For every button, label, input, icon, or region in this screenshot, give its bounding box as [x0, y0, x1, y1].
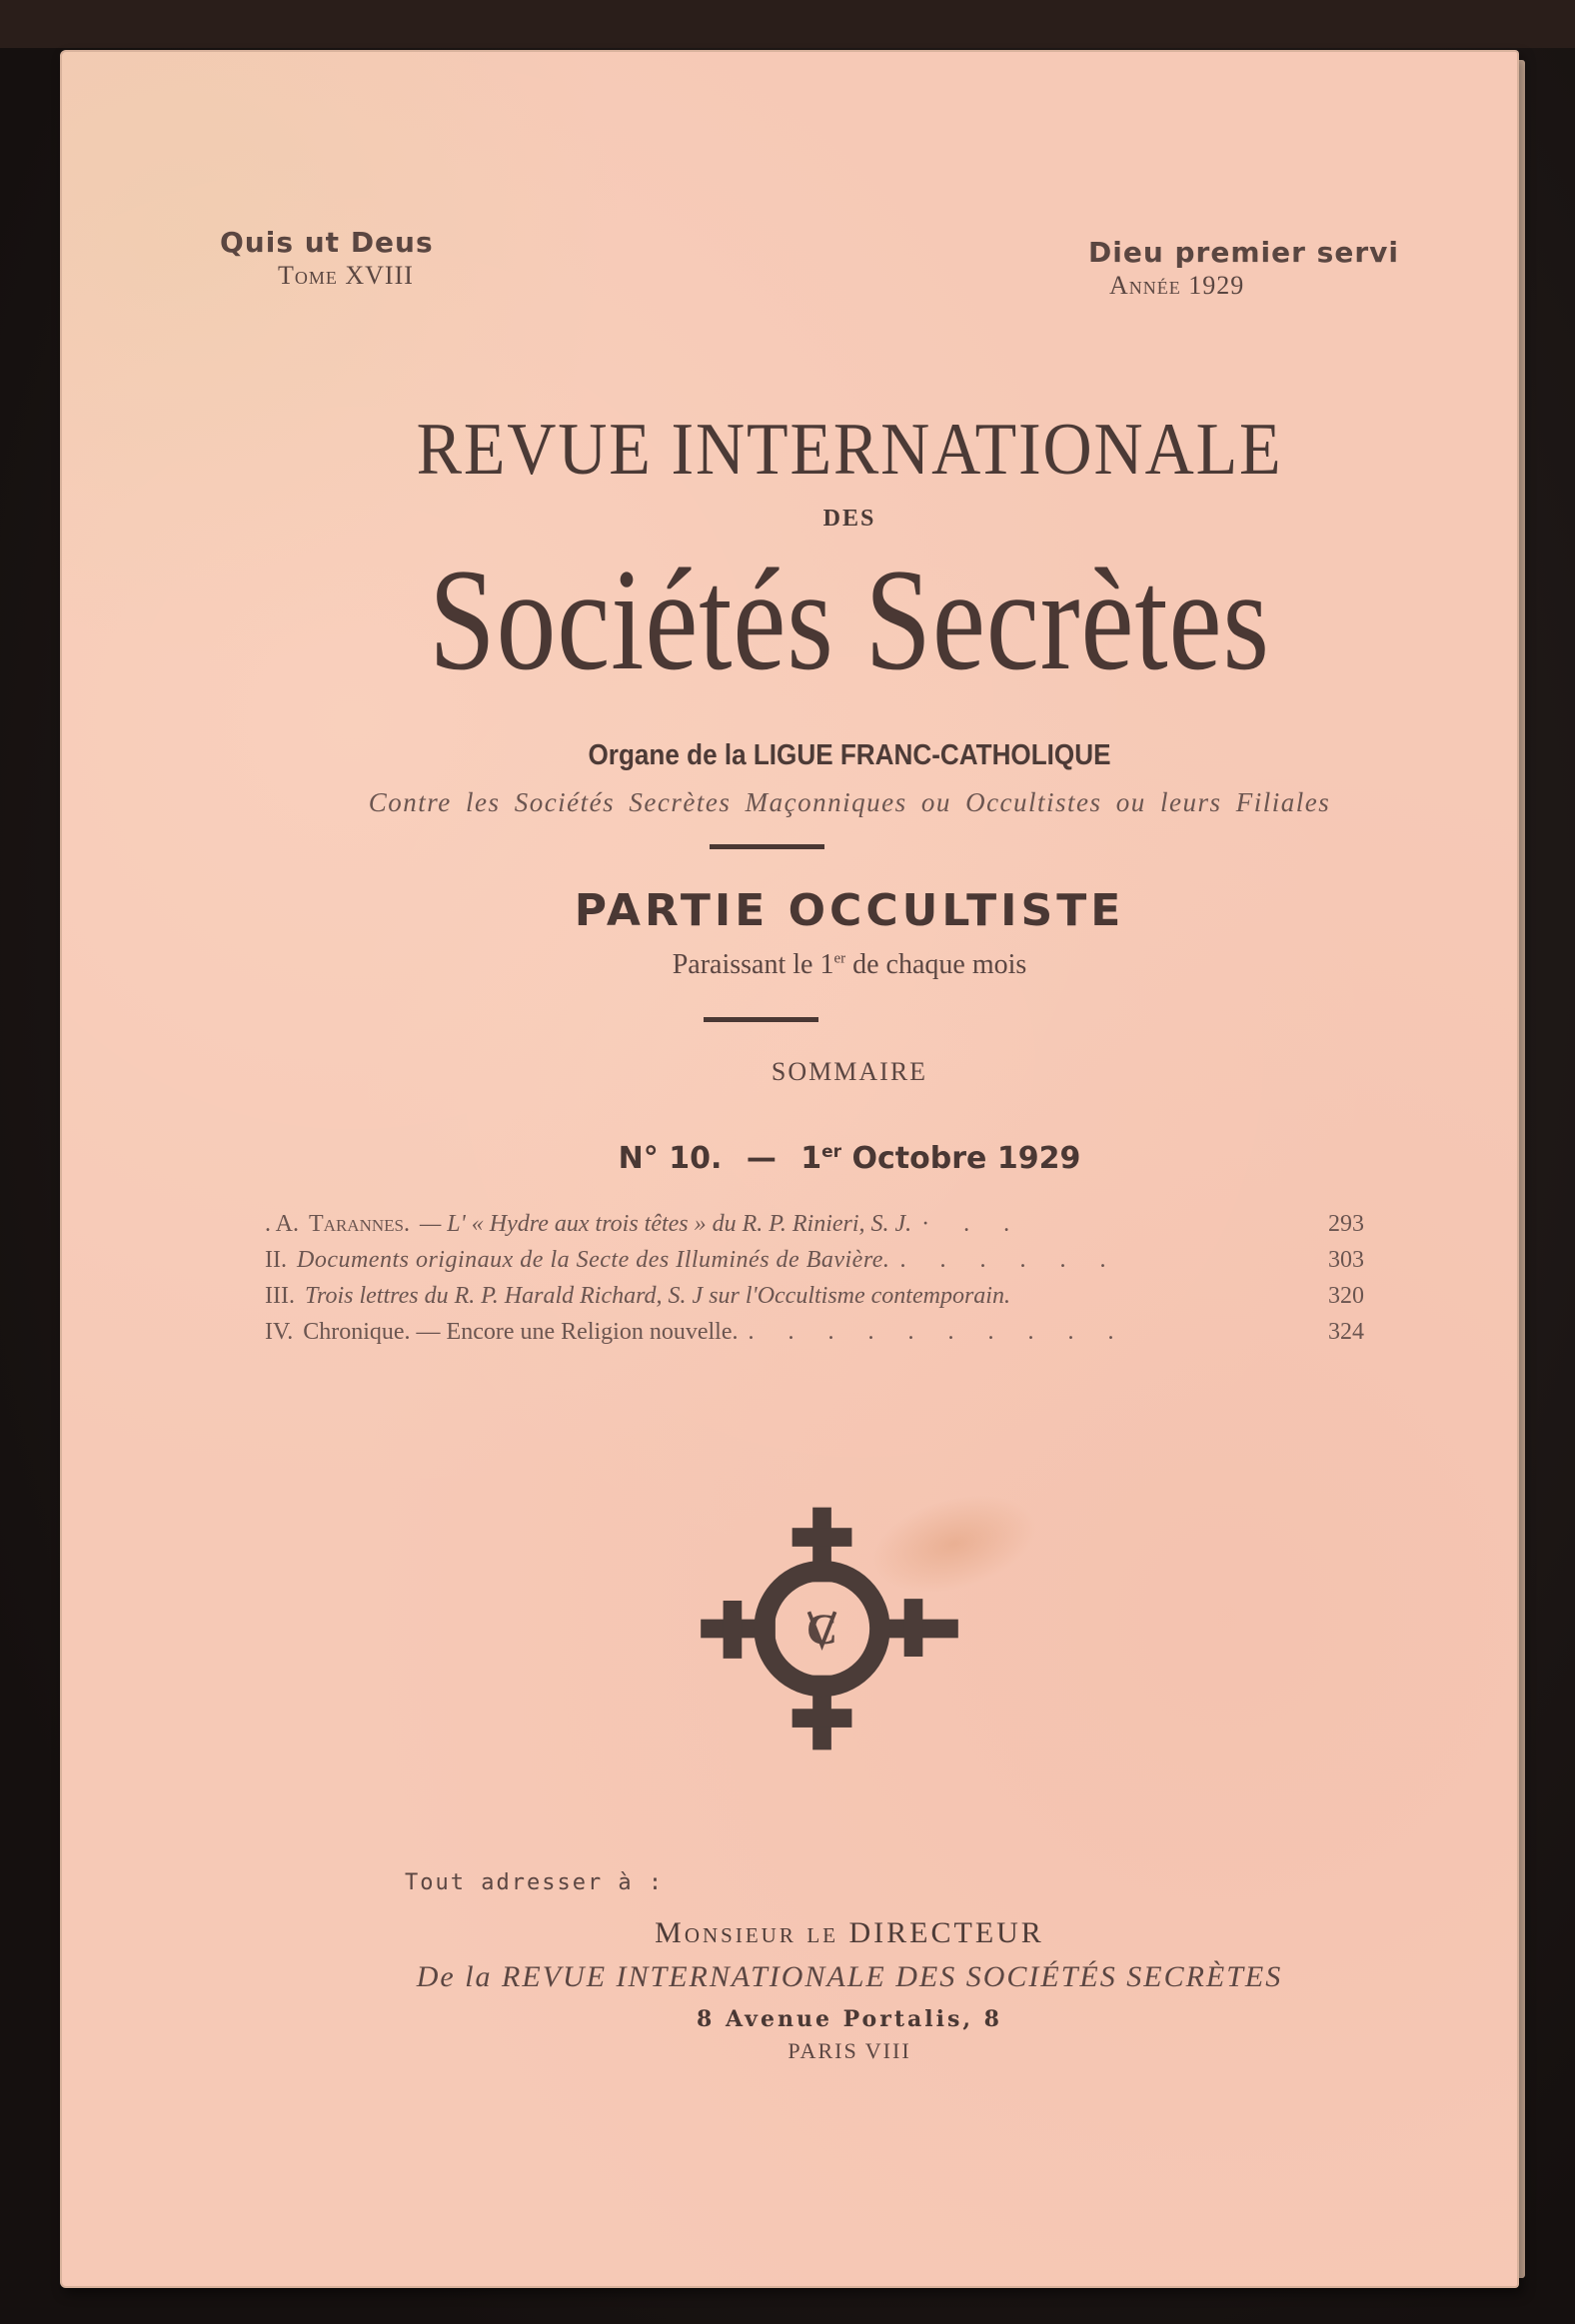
- address-recipient: Monsieur le DIRECTEUR: [655, 1916, 1044, 1949]
- toc-numeral: IV.: [265, 1319, 294, 1345]
- frequency-line: [220, 949, 1479, 981]
- year-label: Année 1929: [1109, 271, 1245, 300]
- toc-entry: [265, 1247, 1364, 1283]
- toc-page: 303: [1328, 1247, 1364, 1273]
- header-right: [979, 236, 1399, 301]
- section-title: PARTIE OCCULTISTE: [574, 885, 1125, 936]
- toc-entry: [265, 1211, 1364, 1247]
- toc-numeral: II.: [265, 1247, 287, 1273]
- issue-day: 1: [800, 1141, 822, 1176]
- address-city: PARIS VIII: [788, 2038, 911, 2063]
- toc-entry: [265, 1319, 1364, 1355]
- toc-title: Documents originaux de la Secte des Illuminés de Bavière.: [296, 1247, 890, 1273]
- frequency-sup: er: [833, 950, 846, 967]
- toc-page: 320: [1328, 1283, 1364, 1309]
- backdrop-top-band: [0, 0, 1575, 48]
- cross-ring-emblem-icon: [690, 1489, 969, 1768]
- address-street: 8 Avenue Portalis, 8: [697, 2006, 1002, 2032]
- title-line-2: DES: [822, 506, 876, 532]
- issue-number: N° 10.: [618, 1141, 723, 1176]
- toc-leader: · . .: [921, 1211, 1024, 1237]
- frequency-suffix: de chaque mois: [845, 949, 1027, 980]
- toc-entry: [265, 1283, 1364, 1319]
- toc-page: 324: [1328, 1319, 1364, 1345]
- tome-label: Tome XVIII: [278, 261, 414, 290]
- toc-leader: . . . . . . . . . .: [748, 1319, 1128, 1345]
- table-of-contents: [265, 1211, 1364, 1355]
- summary-heading: SOMMAIRE: [771, 1057, 928, 1086]
- motto-right: Dieu premier servi: [1088, 236, 1399, 269]
- svg-text:C: C: [806, 1606, 838, 1654]
- toc-title: — L' « Hydre aux trois têtes » du R. P. Rinieri, S. J.: [419, 1211, 912, 1237]
- toc-title: Trois lettres du R. P. Harald Richard, S. J sur l'Occultisme contemporain.: [304, 1283, 1010, 1309]
- issue-day-sup: er: [821, 1142, 842, 1162]
- organ-line: Organe de la LIGUE FRANC-CATHOLIQUE: [588, 739, 1111, 771]
- issue-line: [220, 1141, 1479, 1176]
- divider-rule-2: [704, 1017, 818, 1022]
- title-line-1: REVUE INTERNATIONALE: [416, 409, 1283, 491]
- issue-dash: —: [746, 1141, 777, 1176]
- header-left: [220, 226, 520, 291]
- toc-page: 293: [1328, 1211, 1364, 1237]
- divider-rule-1: [710, 844, 824, 849]
- toc-numeral: . A.: [265, 1211, 300, 1237]
- address-publication: De la REVUE INTERNATIONALE DES SOCIÉTÉS SECRÈTES: [416, 1960, 1283, 1993]
- address-intro: Tout adresser à :: [405, 1870, 665, 1895]
- motto-left: Quis ut Deus: [220, 226, 434, 259]
- toc-title: Chronique. — Encore une Religion nouvelle.: [303, 1319, 739, 1345]
- toc-numeral: III.: [265, 1283, 295, 1309]
- magazine-cover: [60, 50, 1519, 2288]
- toc-leader: . . . . . .: [899, 1247, 1120, 1273]
- main-title: Sociétés Secrètes: [429, 539, 1270, 700]
- issue-date: Octobre 1929: [841, 1141, 1081, 1176]
- subtitle-italic: Contre les Sociétés Secrètes Maçonniques ou Occultistes ou leurs Filiales: [368, 787, 1331, 817]
- toc-author: Tarannes.: [309, 1211, 410, 1237]
- frequency-prefix: Paraissant le 1: [672, 949, 834, 980]
